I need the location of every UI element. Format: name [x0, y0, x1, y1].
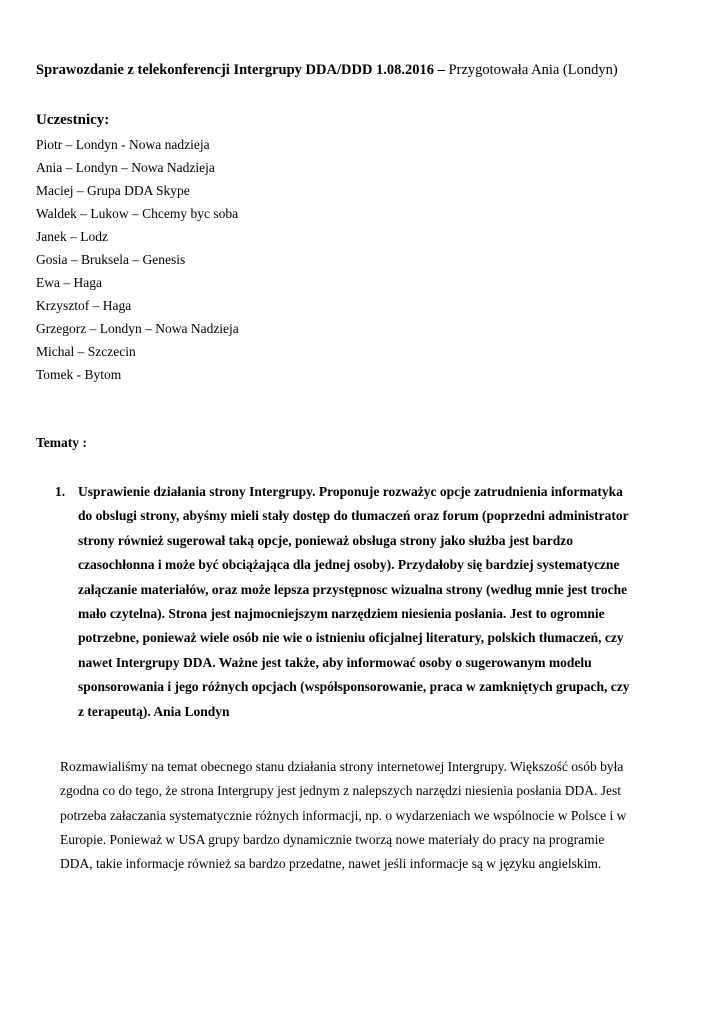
- participant-item: Michal – Szczecin: [36, 344, 136, 359]
- paragraph-line: Rozmawialiśmy na temat obecnego stanu działania strony internetowej Intergrupy. Większość osób była: [60, 759, 624, 774]
- participant-item: Janek – Lodz: [36, 229, 108, 244]
- participant-item: Waldek – Lukow – Chcemy byc soba: [36, 206, 239, 221]
- topic-line: załączanie materiałów, oraz może lepsza przystępnosc wizualna strony (według mnie jest troche: [78, 581, 628, 597]
- topic-text: [78, 480, 695, 724]
- topic-line: z terapeutą). Ania Londyn: [78, 703, 230, 719]
- participant-item: Tomek - Bytom: [36, 367, 122, 382]
- topic-item-1: [55, 480, 695, 724]
- participants-heading: Uczestnicy:: [36, 112, 110, 128]
- topic-line: sponsorowania i jego różnych opcjach (współsponsorowanie, praca w zamkniętych grupach, czy: [78, 679, 630, 695]
- participant-item: Ewa – Haga: [36, 275, 102, 290]
- paragraph-line: potrzeba załaczania systematycznie różnych informacji, np. o wydarzeniach we wspólnocie w Polsce i w: [60, 807, 627, 823]
- topic-line: strony również sugerował taką opcje, ponieważ obsługa strony jako służba jest bardzo: [78, 532, 574, 548]
- topic-line: do obslugi strony, abyśmy mieli stały dostęp do tłumaczeń oraz forum (poprzedni administrator: [78, 508, 629, 524]
- topic-line: Usprawienie działania strony Intergrupy. Proponuje rozważyc opcje zatrudnienia informatyka: [78, 484, 623, 499]
- topics-heading: Tematy :: [36, 435, 87, 450]
- document-title-author: Przygotowała Ania (Londyn): [444, 62, 618, 78]
- topic-number: 1.: [55, 484, 66, 499]
- participant-item: Piotr – Londyn - Nowa nadzieja: [36, 137, 210, 152]
- paragraph-line: DDA, takie informacje również sa bardzo przedatne, nawet jeśli informacje są w języku angielskim.: [60, 856, 602, 872]
- participant-item: Maciej – Grupa DDA Skype: [36, 183, 190, 198]
- participant-item: Krzysztof – Haga: [36, 298, 132, 313]
- paragraph-line: zgodna co do tego, że strona Intergrupy jest jednym z nalepszych narzędzi niesienia posłania DDA. Jest: [60, 783, 621, 799]
- topic-line: czasochłonna i może być obciążająca dla jednej osoby). Przydałoby się bardziej systematyczne: [78, 557, 620, 573]
- discussion-paragraph: [60, 755, 700, 876]
- participant-item: Gosia – Bruksela – Genesis: [36, 252, 186, 267]
- document-title: [36, 61, 618, 79]
- topic-line: nawet Intergrupy DDA. Ważne jest także, aby informować osoby o sugerowanym modelu: [78, 654, 592, 670]
- participant-item: Grzegorz – Londyn – Nowa Nadzieja: [36, 321, 239, 336]
- participant-item: Ania – Londyn – Nowa Nadzieja: [36, 160, 215, 175]
- participants-list: [36, 133, 239, 386]
- topic-line: potrzebne, ponieważ wiele osób nie wie o istnieniu oficjalnej literatury, polskich tłumaczeń, czy: [78, 630, 624, 646]
- paragraph-line: Europie. Ponieważ w USA grupy bardzo dynamicznie tworzą nowe materiały do pracy na programie: [60, 831, 605, 847]
- document-title-main: Sprawozdanie z telekonferencji Intergrupy DDA/DDD 1.08.2016 –: [36, 62, 445, 78]
- topic-line: mało czytelna). Strona jest najmocniejszym narzędziem niesienia posłania. Jest to ogromnie: [78, 606, 605, 622]
